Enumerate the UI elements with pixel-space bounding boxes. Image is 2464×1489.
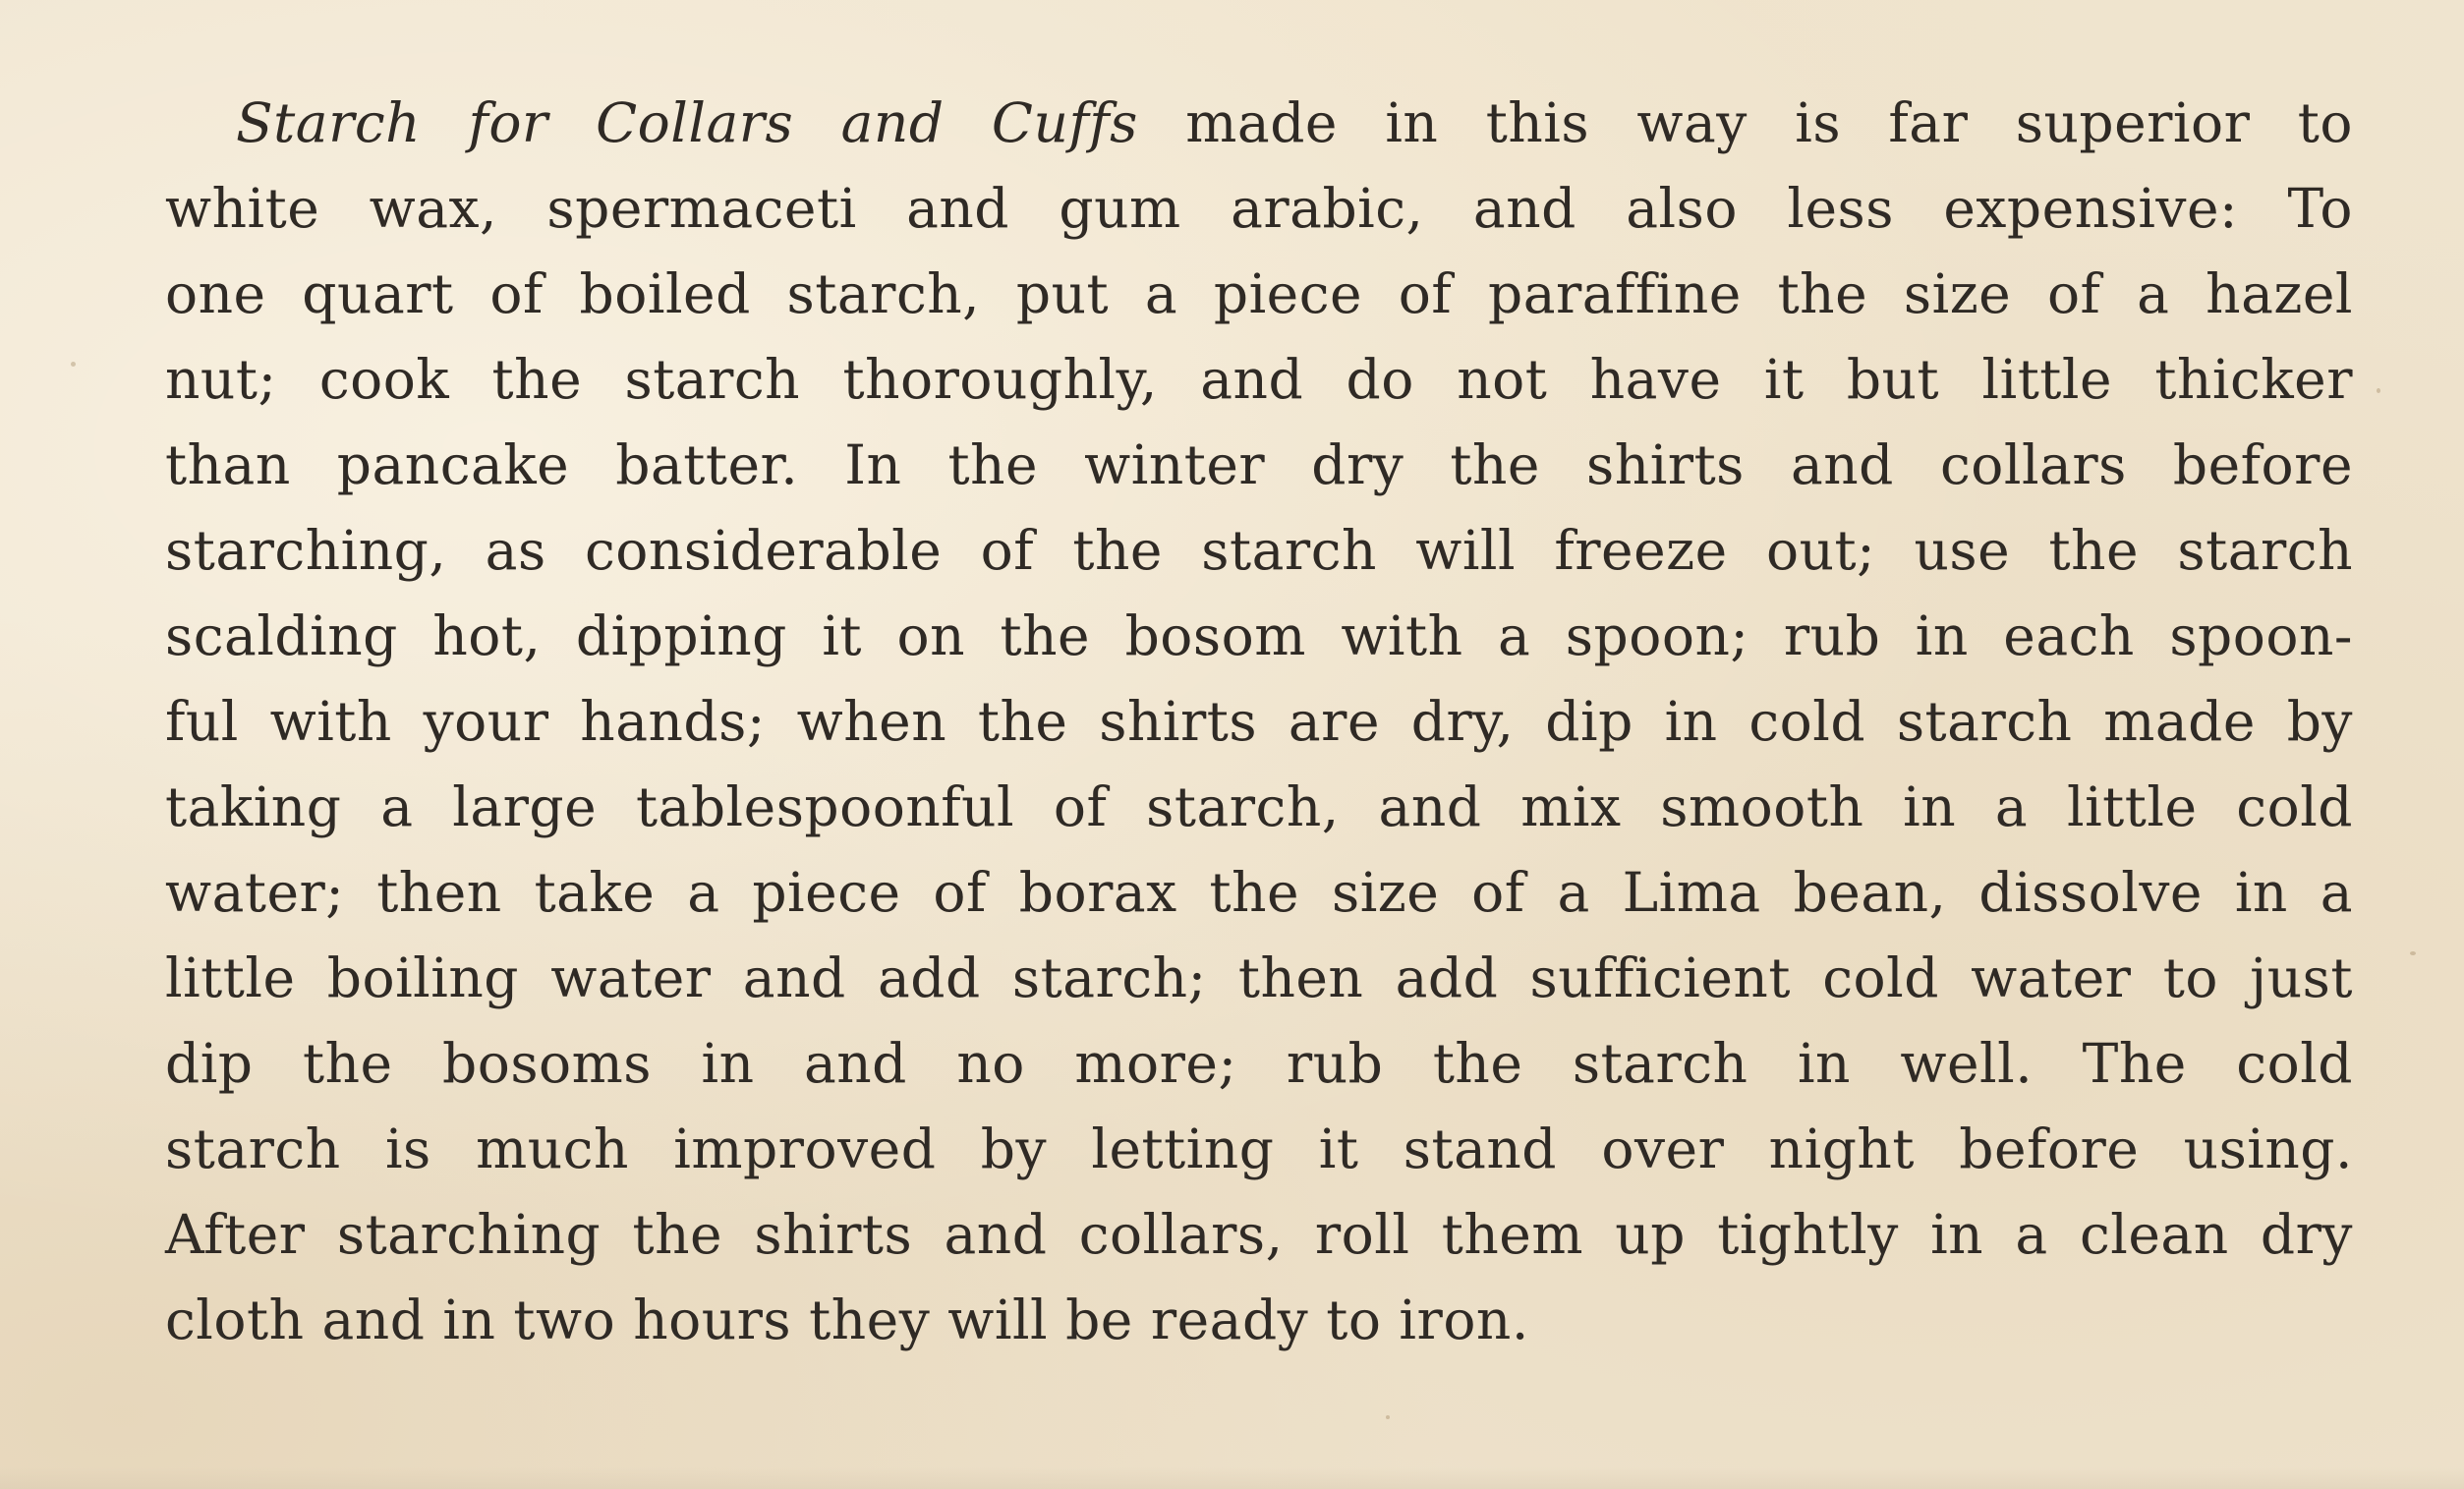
- text-line: little boiling water and add starch; then add sufficient cold water to just: [165, 946, 2353, 1009]
- starch-recipe-paragraph: [165, 81, 2353, 1363]
- text-line: ful with your hands; when the shirts are dry, dip in cold starch made by: [165, 690, 2353, 753]
- text-line-content: made in this way is far superior to: [1137, 91, 2354, 154]
- recipe-title: Starch for Collars and Cuffs: [236, 91, 1138, 154]
- text-line: white wax, spermaceti and gum arabic, and also less expensive: To: [165, 177, 2353, 240]
- text-line: water; then take a piece of borax the size of a Lima bean, dissolve in a: [165, 861, 2353, 924]
- text-line: starching, as considerable of the starch will freeze out; use the starch: [165, 519, 2353, 582]
- text-line: starch is much improved by letting it stand over night before using.: [165, 1117, 2353, 1180]
- paper-speck: [2410, 951, 2416, 955]
- page-edge-shading: [0, 1467, 2464, 1489]
- text-line: scalding hot, dipping it on the bosom with a spoon; rub in each spoon-: [165, 604, 2353, 667]
- text-line: After starching the shirts and collars, roll them up tightly in a clean dry: [165, 1203, 2353, 1266]
- text-line: than pancake batter. In the winter dry the shirts and collars before: [165, 433, 2353, 496]
- text-line: nut; cook the starch thoroughly, and do not have it but little thicker: [165, 348, 2353, 411]
- text-line: [165, 81, 2353, 166]
- paper-speck: [2377, 388, 2380, 393]
- text-line: taking a large tablespoonful of starch, and mix smooth in a little cold: [165, 775, 2353, 838]
- paper-speck: [1386, 1415, 1390, 1419]
- text-line: dip the bosoms in and no more; rub the starch in well. The cold: [165, 1032, 2353, 1095]
- text-line: one quart of boiled starch, put a piece of paraffine the size of a hazel: [165, 262, 2353, 325]
- paper-speck: [71, 362, 76, 367]
- text-line: cloth and in two hours they will be ready to iron.: [165, 1289, 1529, 1351]
